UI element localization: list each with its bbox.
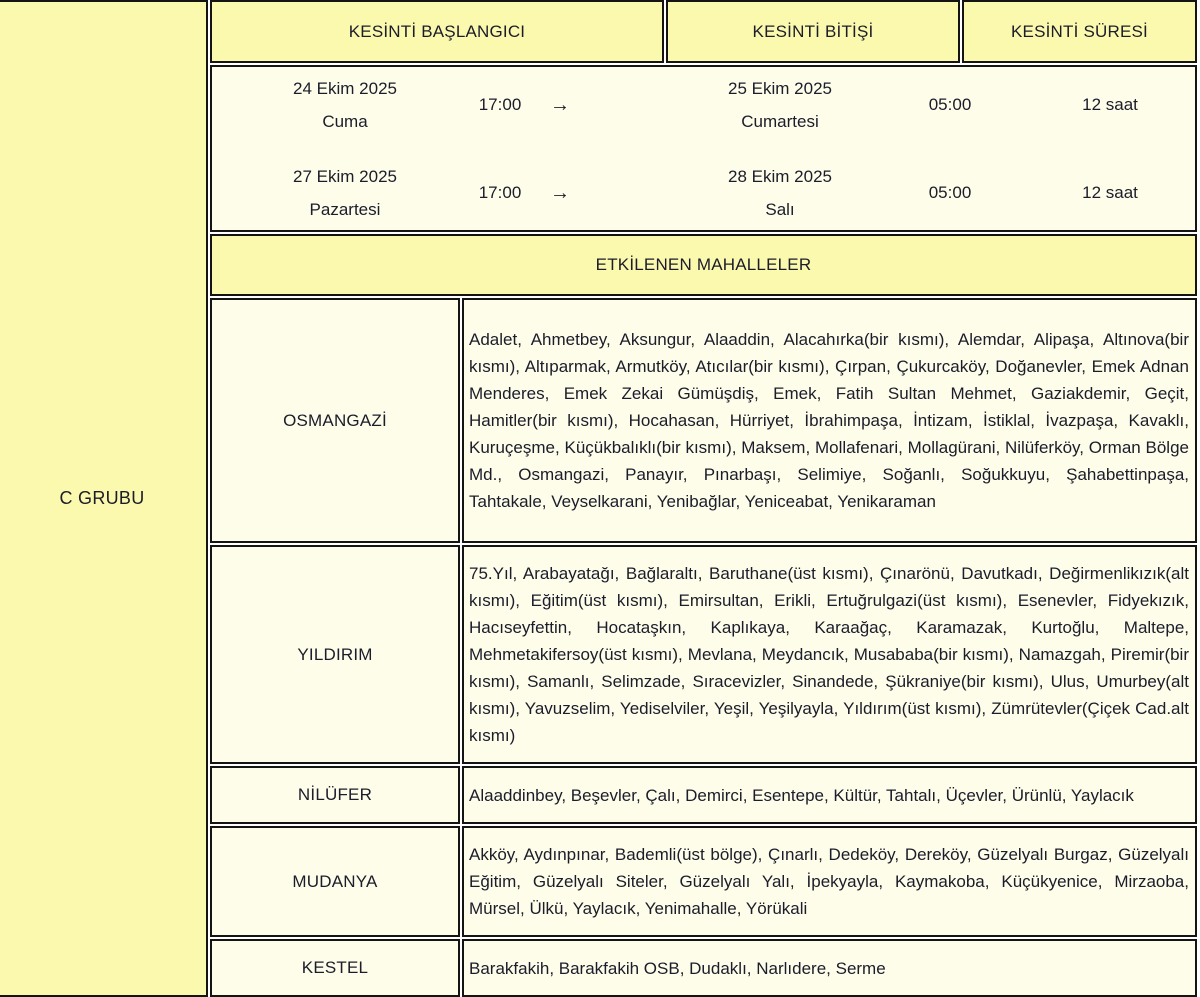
district-name-cell bbox=[210, 298, 460, 543]
end-day: Salı bbox=[765, 200, 795, 219]
start-datetime bbox=[293, 72, 397, 138]
header-outage-start-label: KESİNTİ BAŞLANGICI bbox=[348, 21, 526, 41]
end-time: 05:00 bbox=[928, 183, 972, 202]
header-outage-end-label: KESİNTİ BİTİŞİ bbox=[752, 21, 874, 41]
arrow-right-icon: → bbox=[550, 182, 570, 204]
district-neighborhoods-cell bbox=[462, 298, 1197, 543]
district-name-cell bbox=[210, 545, 460, 764]
end-datetime bbox=[728, 160, 832, 226]
end-datetime bbox=[728, 72, 832, 138]
end-date: 28 Ekim 2025 bbox=[728, 167, 832, 186]
district-name-cell bbox=[210, 826, 460, 937]
duration-value: 12 saat bbox=[1082, 95, 1138, 114]
district-name: NİLÜFER bbox=[297, 785, 373, 804]
district-name: MUDANYA bbox=[292, 871, 378, 891]
header-outage-duration bbox=[962, 0, 1197, 63]
start-date: 27 Ekim 2025 bbox=[293, 167, 397, 186]
start-time: 17:00 bbox=[478, 95, 522, 114]
district-name: OSMANGAZİ bbox=[283, 410, 387, 430]
start-datetime bbox=[293, 160, 397, 226]
neighborhood-list: Barakfakih, Barakfakih OSB, Dudaklı, Narlıdere, Serme bbox=[469, 958, 886, 978]
end-date: 25 Ekim 2025 bbox=[728, 79, 832, 98]
neighborhood-list: Adalet, Ahmetbey, Aksungur, Alaaddin, Alacahırka(bir kısmı), Alemdar, Alipaşa, Altınova(bir kısmı), Altıparmak, Armutköy, Atıcılar(bir kısmı), Çırpan, Çukurcaköy, Doğanevler, Emek Adnan Menderes, Emek Zekai Gümüşdiş, Emek, Fatih Sultan Mehmet, Gaziakdemir, Geçit, Hamitler(bir kısmı), Hocahasan, Hürriyet, İbrahimpaşa, İntizam, İstiklal, İvazpaşa, Kavaklı, Kuruçeşme, Küçükbalıklı(bir kısmı), Maksem, Mollafenari, Mollagürani, Nilüferköy, Orman Bölge Md., Osmangazi, Panayır, Pınarbaşı, Selimiye, Soğanlı, Soğukkuyu, Şahabettinpaşa, Tahtakale, Veyselkarani, Yenibağlar, Yeniceabat, Yenikaraman bbox=[469, 330, 1189, 511]
district-name-cell bbox=[210, 766, 460, 824]
header-affected-neighborhoods bbox=[210, 234, 1197, 296]
header-affected-neighborhoods-label: ETKİLENEN MAHALLELER bbox=[595, 255, 812, 274]
neighborhood-list: Akköy, Aydınpınar, Bademli(üst bölge), Çınarlı, Dedeköy, Dereköy, Güzelyalı Burgaz, Güzelyalı Eğitim, Güzelyalı Siteler, Güzelyalı Yalı, İpekyayla, Kaymakoba, Küçükyenice, Mirzaoba, Mürsel, Ülkü, Yaylacık, Yenimahalle, Yörükali bbox=[469, 845, 1189, 918]
outage-times-cell bbox=[210, 65, 1197, 232]
group-label: C GRUBU bbox=[59, 488, 145, 508]
outage-row bbox=[212, 160, 1195, 226]
district-name: YILDIRIM bbox=[297, 644, 373, 664]
header-outage-duration-label: KESİNTİ SÜRESİ bbox=[1011, 21, 1148, 41]
outage-row bbox=[212, 72, 1195, 138]
district-name: KESTEL bbox=[301, 958, 369, 977]
header-outage-end bbox=[666, 0, 960, 63]
end-time: 05:00 bbox=[928, 95, 972, 114]
district-neighborhoods-cell bbox=[462, 766, 1197, 824]
duration-value: 12 saat bbox=[1082, 183, 1138, 202]
district-neighborhoods-cell bbox=[462, 826, 1197, 937]
header-outage-start bbox=[210, 0, 664, 63]
district-neighborhoods-cell bbox=[462, 939, 1197, 997]
start-time: 17:00 bbox=[478, 183, 522, 202]
neighborhood-list: 75.Yıl, Arabayatağı, Bağlaraltı, Baruthane(üst kısmı), Çınarönü, Davutkadı, Değirmenlikızık(alt kısmı), Eğitim(üst kısmı), Emirsultan, Erikli, Ertuğrulgazi(üst kısmı), Esenevler, Fidyekızık, Hacıseyfettin, Hocataşkın, Kaplıkaya, Karaağaç, Karamazak, Kurtoğlu, Maltepe, Mehmetakifersoy(üst kısmı), Mevlana, Meydancık, Musababa(bir kısmı), Namazgah, Piremir(bir kısmı), Samanlı, Selimzade, Sıracevizler, Sinandede, Şükraniye(bir kısmı), Ulus, Umurbey(alt kısmı), Yavuzselim, Yediselviler, Yeşil, Yeşilyayla, Yıldırım(üst kısmı), Zümrütevler(Çiçek Cad.alt kısmı) bbox=[469, 564, 1189, 745]
district-name-cell bbox=[210, 939, 460, 997]
arrow-right-icon: → bbox=[550, 94, 570, 116]
start-date: 24 Ekim 2025 bbox=[293, 79, 397, 98]
end-day: Cumartesi bbox=[741, 112, 819, 131]
group-cell bbox=[0, 0, 208, 997]
district-neighborhoods-cell bbox=[462, 545, 1197, 764]
start-day: Pazartesi bbox=[309, 200, 381, 219]
neighborhood-list: Alaaddinbey, Beşevler, Çalı, Demirci, Esentepe, Kültür, Tahtalı, Üçevler, Ürünlü, Yaylacık bbox=[469, 785, 1134, 805]
start-day: Cuma bbox=[322, 112, 368, 131]
